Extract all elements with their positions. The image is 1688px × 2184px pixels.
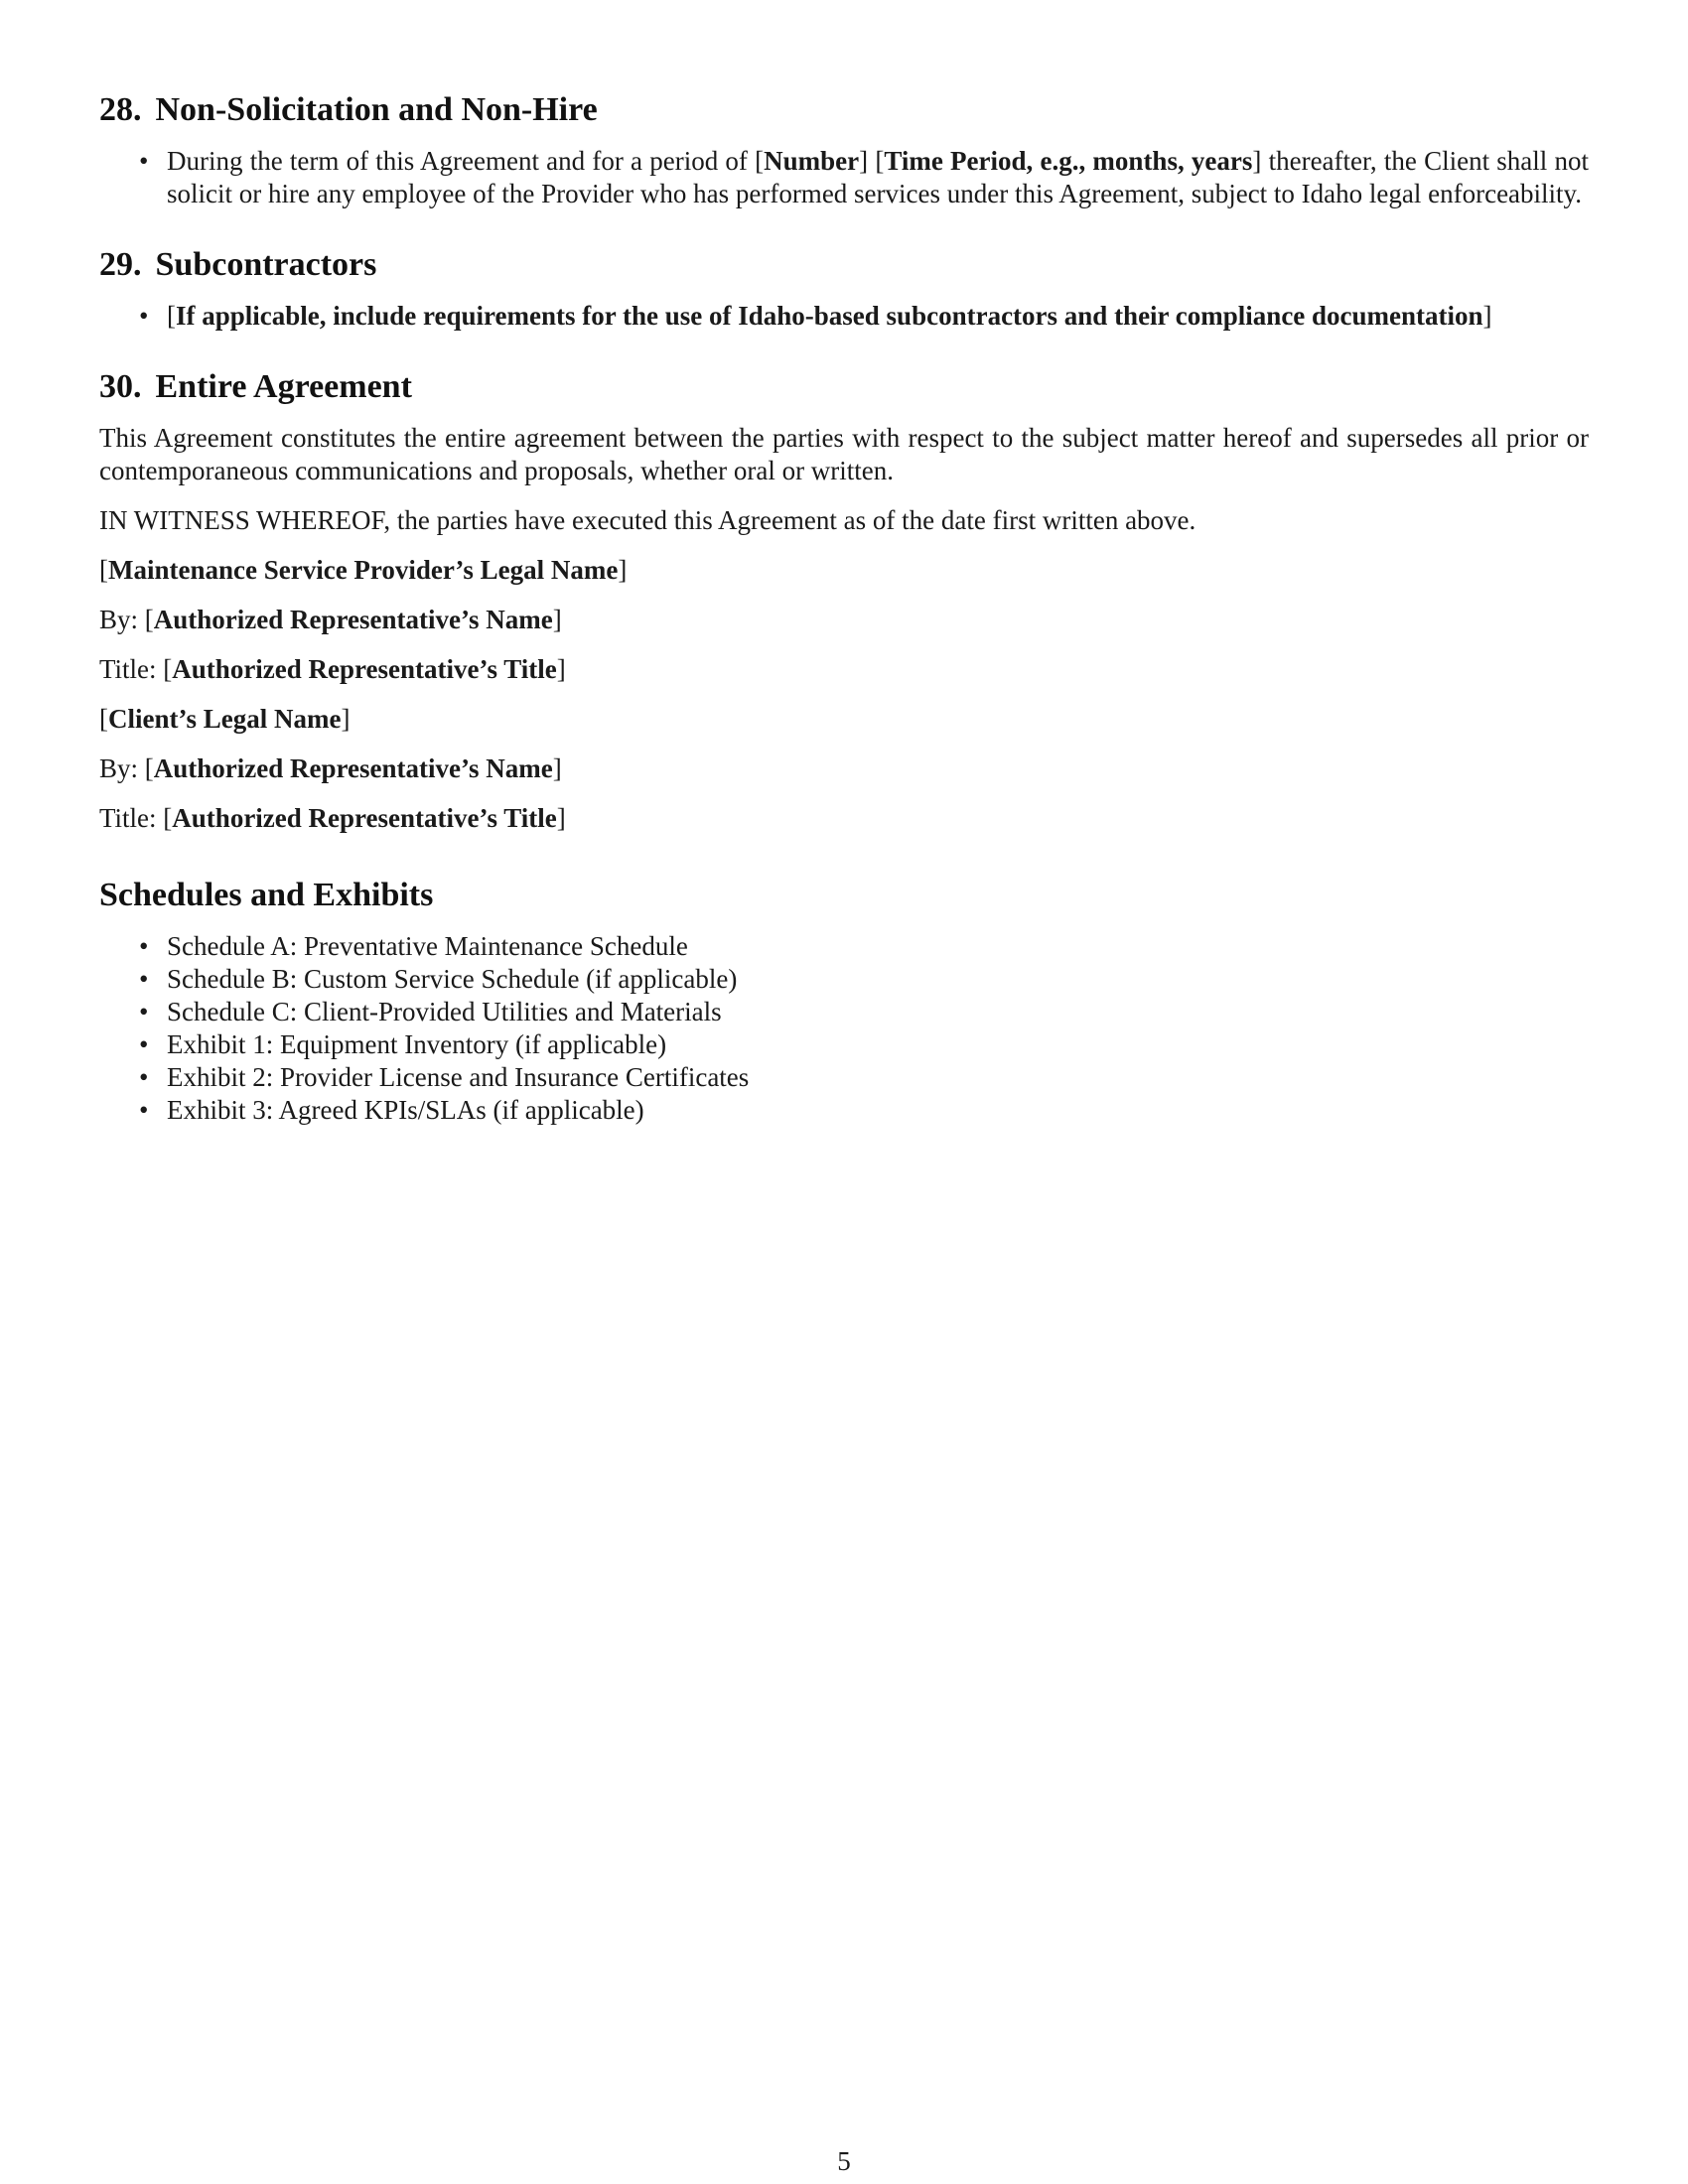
list-item: • Exhibit 2: Provider License and Insurance Certificates [167, 1061, 1589, 1094]
client-rep-title: Authorized Representative’s Title [172, 803, 557, 833]
schedules-heading: Schedules and Exhibits [99, 877, 434, 913]
schedules-section [99, 875, 1589, 1127]
section-28 [99, 89, 1589, 210]
page-number: 5 [837, 2146, 851, 2176]
section-28-list [99, 145, 1589, 210]
entire-agreement-paragraph: This Agreement constitutes the entire agreement between the parties with respect to the subject matter hereof and supersedes all prior or contemporaneous communications and proposals, whether oral or written. [99, 423, 1589, 485]
list-item: • Exhibit 3: Agreed KPIs/SLAs (if applicable) [167, 1094, 1589, 1127]
section-29-heading [99, 244, 1589, 286]
witness-paragraph: IN WITNESS WHEREOF, the parties have executed this Agreement as of the date first written above. [99, 505, 1196, 535]
placeholder-time-period: Time Period, e.g., months, years [884, 146, 1253, 176]
section-30 [99, 366, 1589, 537]
schedules-list [99, 930, 1589, 1127]
s29-open-bracket: [ [167, 301, 176, 331]
s28-text-1: During the term of this Agreement and for a period of [ [167, 146, 765, 176]
list-item: • Exhibit 1: Equipment Inventory (if applicable) [167, 1028, 1589, 1061]
provider-rep-name: Authorized Representative’s Name [153, 605, 553, 634]
client-rep-name: Authorized Representative’s Name [153, 753, 553, 783]
s29-close-bracket: ] [1482, 301, 1492, 331]
list-item: • Schedule B: Custom Service Schedule (if applicable) [167, 963, 1589, 996]
provider-title-label: Title: [99, 654, 157, 684]
provider-title-line: Title: [Authorized Representative’s Title] [99, 654, 566, 684]
client-title-line: Title: [Authorized Representative’s Title] [99, 803, 566, 833]
client-title-label: Title: [99, 803, 157, 833]
section-29-list [99, 300, 1589, 333]
section-28-title: Non-Solicitation and Non-Hire [155, 91, 598, 128]
provider-legal-name: Maintenance Service Provider’s Legal Name [108, 555, 619, 585]
client-by-line: By: [Authorized Representative’s Name] [99, 753, 562, 783]
provider-rep-title: Authorized Representative’s Title [172, 654, 557, 684]
placeholder-subcontractor-requirements: If applicable, include requirements for the use of Idaho-based subcontractors and their compliance documentation [176, 301, 1483, 331]
section-30-title: Entire Agreement [155, 368, 412, 405]
signature-block-provider [99, 554, 1589, 686]
placeholder-number: Number [764, 146, 860, 176]
client-name-line: [Client’s Legal Name] [99, 704, 351, 734]
provider-by-label: By: [99, 605, 139, 634]
s28-text-2: ] [ [859, 146, 885, 176]
list-item: • Schedule C: Client-Provided Utilities and Materials [167, 996, 1589, 1028]
client-legal-name: Client’s Legal Name [108, 704, 342, 734]
section-28-number: 28. [99, 91, 142, 128]
s28-text-3: ] thereafter, the Client shall not solicit or hire any employee of the Provider who has performed services under this Agreement, subject to Idaho legal enforceability. [167, 146, 1589, 208]
signature-block-client [99, 703, 1589, 835]
document-page [99, 89, 1589, 1160]
client-by-label: By: [99, 753, 139, 783]
section-29-number: 29. [99, 246, 142, 283]
section-29-bullet [167, 300, 1589, 333]
section-30-number: 30. [99, 368, 142, 405]
section-28-heading [99, 89, 1589, 131]
provider-name-line: [Maintenance Service Provider’s Legal Name] [99, 555, 628, 585]
provider-by-line: By: [Authorized Representative’s Name] [99, 605, 562, 634]
section-29 [99, 244, 1589, 333]
section-28-bullet [167, 145, 1589, 210]
list-item: • Schedule A: Preventative Maintenance Schedule [167, 930, 1589, 963]
section-30-heading [99, 366, 1589, 408]
section-29-title: Subcontractors [155, 246, 377, 283]
